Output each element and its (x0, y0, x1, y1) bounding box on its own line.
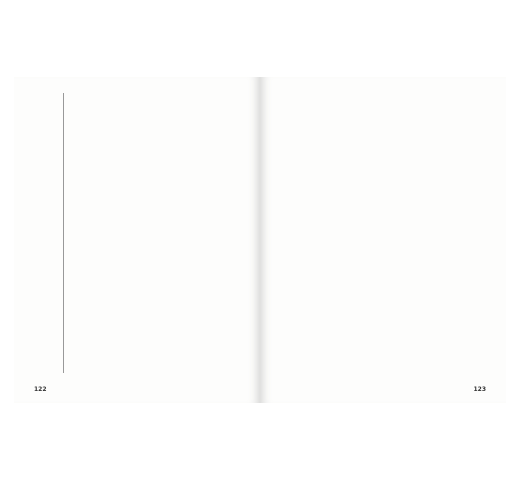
right-page-number: 123 (473, 386, 486, 393)
right-page-body (274, 93, 486, 373)
left-page (14, 77, 260, 403)
left-page-footer (30, 386, 51, 393)
left-page-number: 122 (34, 386, 47, 393)
right-page (260, 77, 506, 403)
footnotes (26, 93, 64, 373)
right-page-footer (469, 386, 490, 393)
left-page-body (68, 93, 244, 373)
book-spread (14, 77, 506, 403)
